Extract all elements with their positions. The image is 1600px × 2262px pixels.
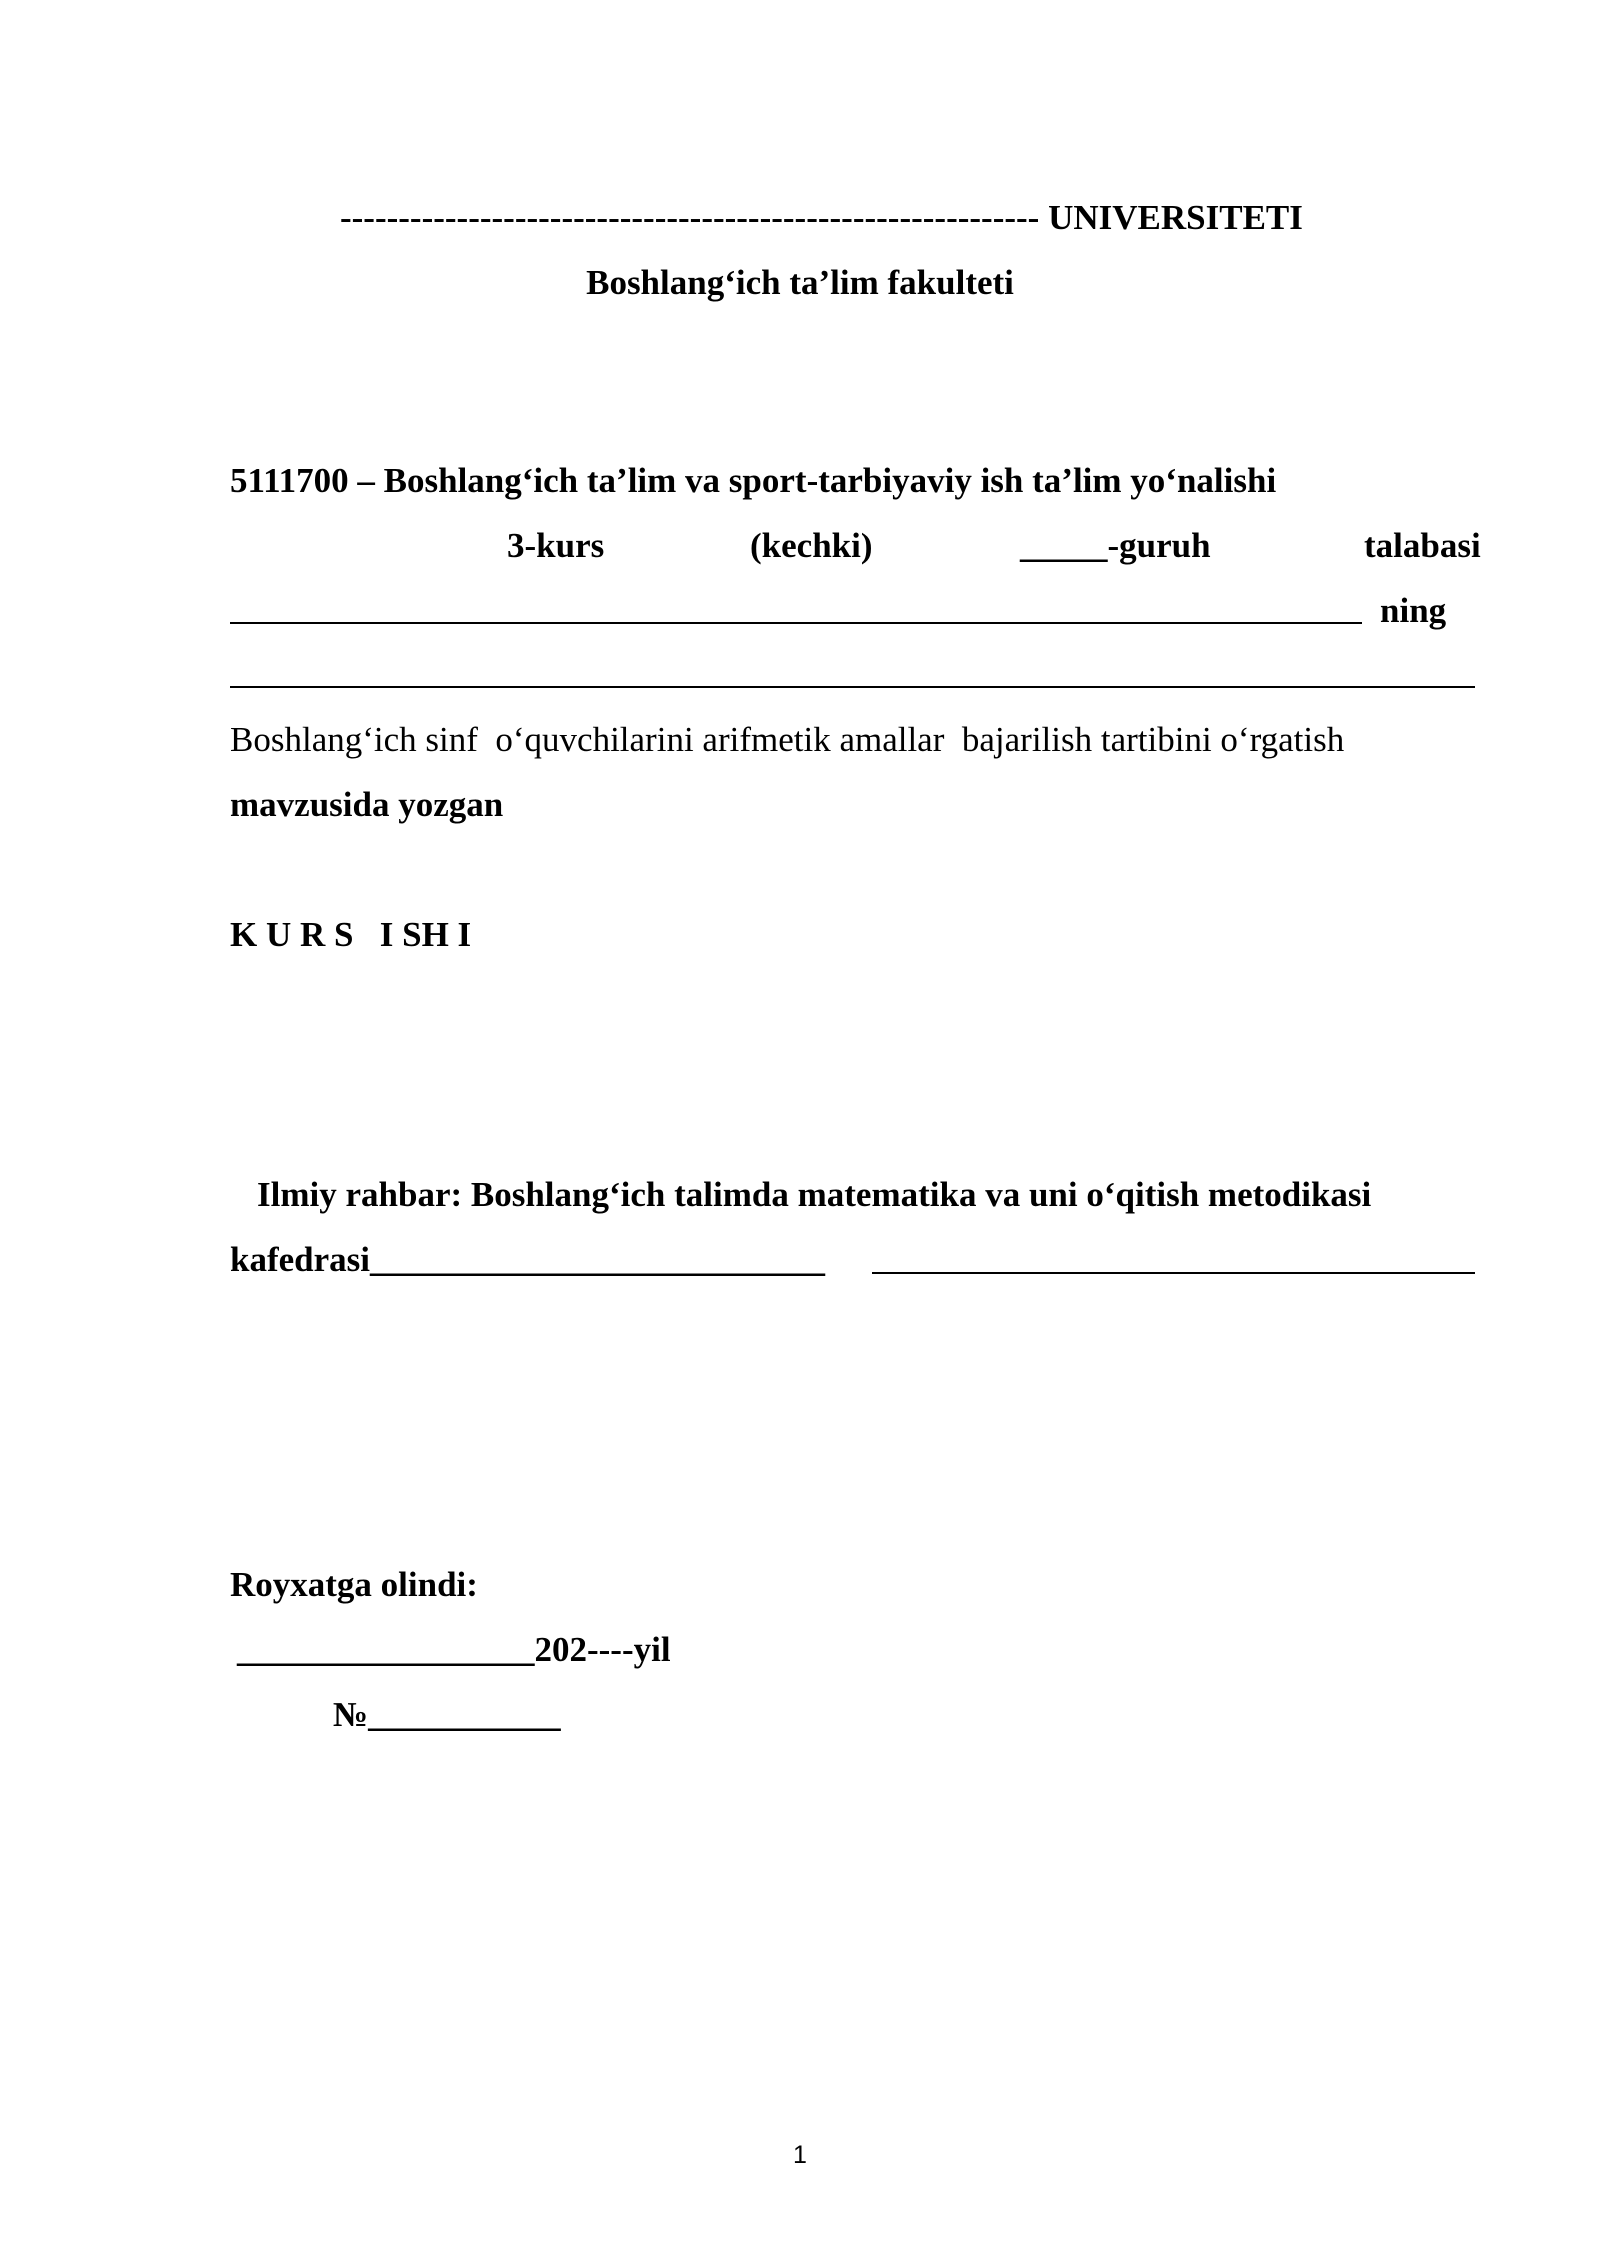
student-name-blank-line [230, 622, 1362, 624]
course-label: 3-kurs [507, 526, 605, 565]
specialty-line: 5111700 – Boshlang‘ich ta’lim va sport-tarbiyaviy ish ta’lim yo‘nalishi [230, 461, 1277, 500]
registration-date: _________________202----yil [237, 1630, 671, 1669]
student-label: talabasi [1364, 526, 1481, 565]
name-suffix: ning [1380, 591, 1447, 630]
supervisor-signature-blank [872, 1272, 1475, 1274]
group-field: _____-guruh [1020, 526, 1211, 565]
supervisor-line: Ilmiy rahbar: Boshlang‘ich talimda matematika va uni o‘qitish metodikasi [257, 1175, 1372, 1214]
topic-title: Boshlang‘ich sinf o‘quvchilarini arifmetik amallar bajarilish tartibini o‘rgatish [230, 720, 1345, 759]
department-line: kafedrasi__________________________ [230, 1240, 825, 1279]
student-name-blank-line-2 [230, 686, 1475, 688]
registration-number: №___________ [333, 1695, 561, 1734]
university-name: ------------------------------------------------------------ UNIVERSITETI [340, 198, 1303, 237]
faculty-name: Boshlang‘ich ta’lim fakulteti [586, 263, 1014, 302]
page-number: 1 [793, 2141, 807, 2169]
registration-label: Royxatga olindi: [230, 1565, 478, 1604]
work-type-title: K U R S I SH I [230, 915, 472, 954]
written-label: mavzusida yozgan [230, 785, 504, 824]
study-form: (kechki) [750, 526, 873, 565]
